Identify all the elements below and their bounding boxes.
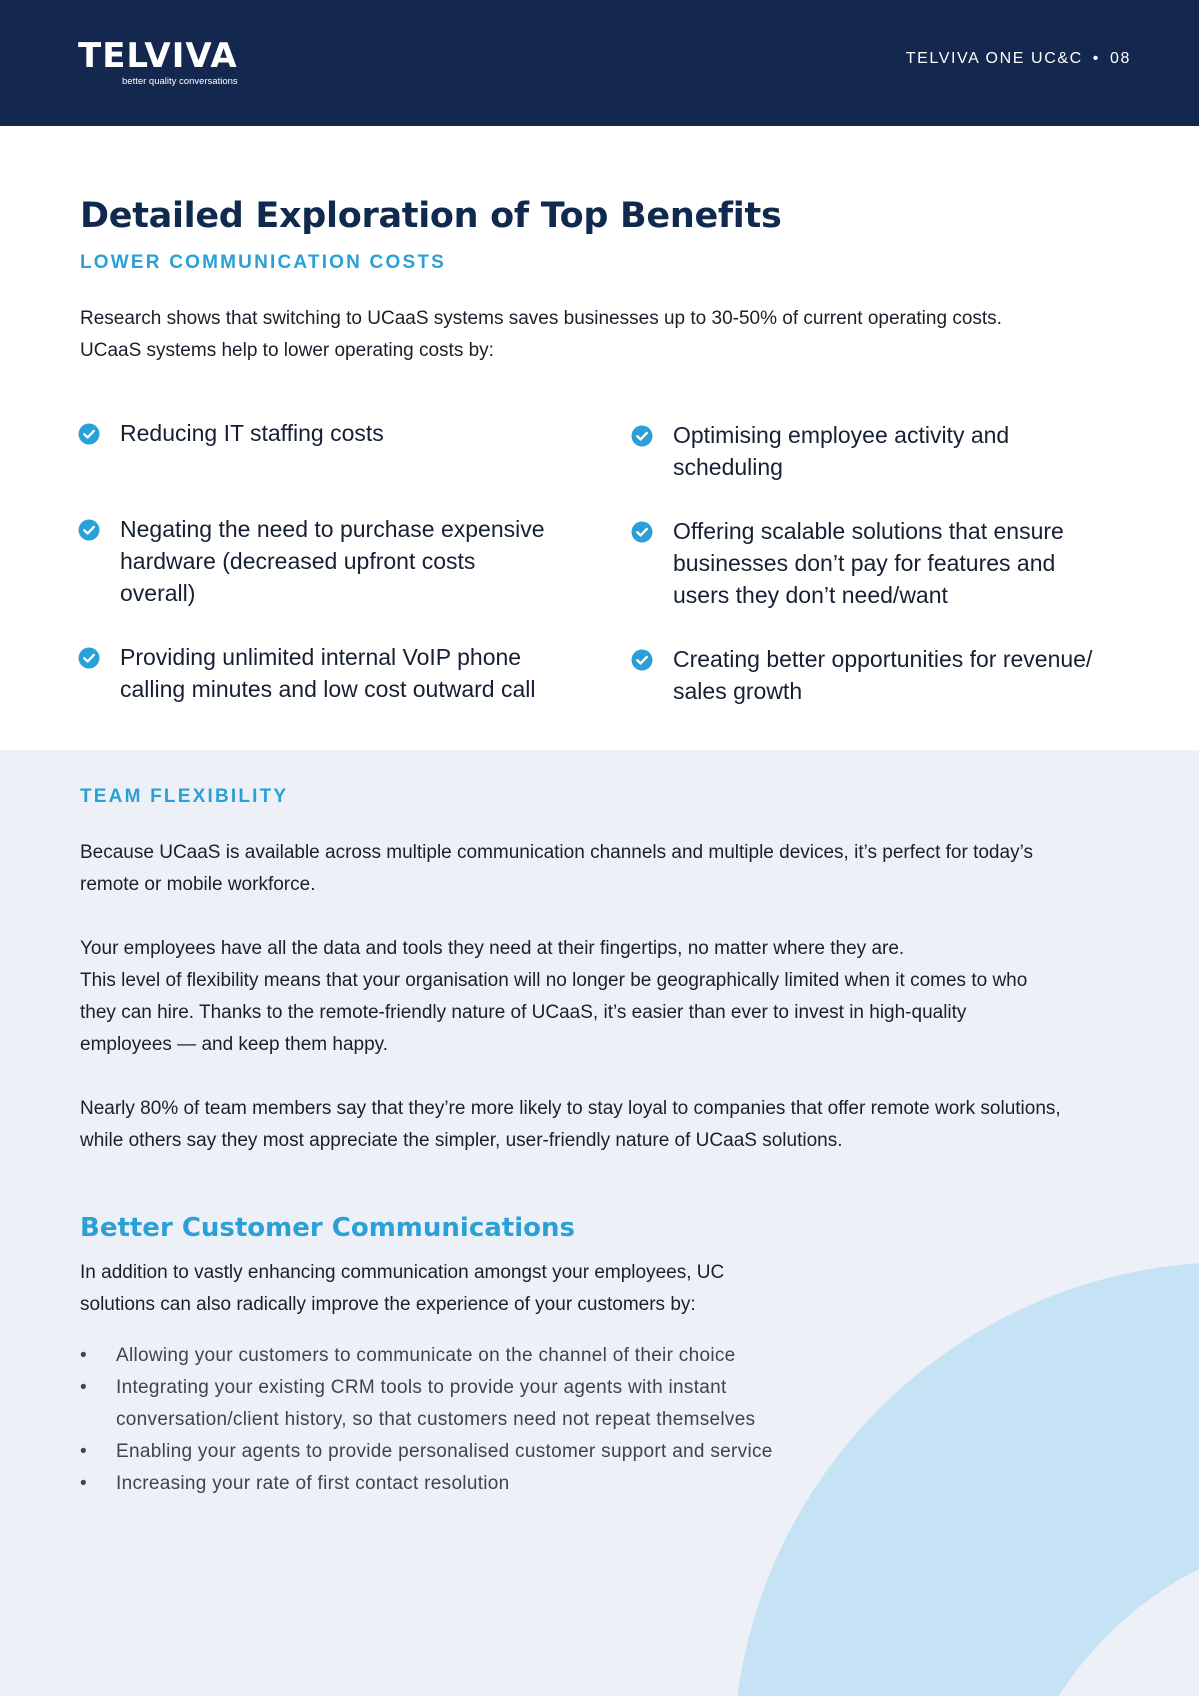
header-meta <box>906 50 1131 68</box>
paragraph <box>80 1093 1130 1157</box>
logo-tagline: better quality conversations <box>122 76 238 87</box>
bullet: • <box>80 1377 87 1398</box>
customer-benefits-list <box>80 1340 840 1500</box>
page-header <box>0 0 1199 126</box>
bullet: • <box>80 1345 87 1366</box>
text-line: remote or mobile workforce. <box>80 874 316 895</box>
paragraph <box>80 1257 1130 1321</box>
text-line: employees — and keep them happy. <box>80 1034 389 1055</box>
section-lower-costs <box>80 196 1130 367</box>
text-line: while others say they most appreciate the simpler, user-friendly nature of UCaaS solutions. <box>80 1130 843 1151</box>
check-circle-icon <box>78 519 100 541</box>
benefits-grid <box>78 417 1138 717</box>
lower-section <box>0 750 1199 1696</box>
document-label: TELVIVA ONE UC&C <box>905 50 1083 67</box>
section-kicker: LOWER COMMUNICATION COSTS <box>80 252 447 273</box>
list-item <box>80 1372 840 1436</box>
text-line: Nearly 80% of team members say that they’re more likely to stay loyal to companies that offer remote work solutions, <box>80 1098 1061 1119</box>
text-line: This level of flexibility means that your organisation will no longer be geographically limited when it comes to who <box>80 970 1028 991</box>
text-line: Research shows that switching to UCaaS systems saves businesses up to 30-50% of current operating costs. <box>80 308 1002 329</box>
text-line: conversation/client history, so that customers need not repeat themselves <box>116 1409 756 1430</box>
section-kicker-team-flexibility: TEAM FLEXIBILITY <box>80 786 289 807</box>
text-line: Providing unlimited internal VoIP phone <box>120 644 522 670</box>
text-line: sales growth <box>673 678 803 704</box>
text-line: users they don’t need/want <box>673 582 948 608</box>
check-circle-icon <box>631 649 653 671</box>
text-line: Offering scalable solutions that ensure <box>673 518 1064 544</box>
list-item <box>80 1340 840 1372</box>
lower-content <box>80 786 1130 1500</box>
paragraph <box>80 933 1130 1061</box>
text-line: calling minutes and low cost outward call <box>120 676 536 702</box>
text-line: Creating better opportunities for revenue/ <box>673 646 1093 672</box>
logo-wordmark: TELVIVA <box>78 36 238 76</box>
text-line: Enabling your agents to provide personalised customer support and service <box>116 1441 773 1462</box>
text-line: Increasing your rate of first contact resolution <box>116 1473 510 1494</box>
separator-dot: • <box>1092 50 1100 67</box>
text-line: solutions can also radically improve the experience of your customers by: <box>80 1294 696 1315</box>
benefit-text <box>673 419 1113 483</box>
paragraph <box>80 837 1130 901</box>
bullet: • <box>80 1441 87 1462</box>
text-line: they can hire. Thanks to the remote-friendly nature of UCaaS, it’s easier than ever to invest in high-quality <box>80 1002 967 1023</box>
telviva-logo <box>78 28 248 90</box>
benefit-text <box>120 417 560 449</box>
text-line: Because UCaaS is available across multiple communication channels and multiple devices, it’s perfect for today’s <box>80 842 1033 863</box>
page-title: Detailed Exploration of Top Benefits <box>80 196 782 236</box>
bullet: • <box>80 1473 87 1494</box>
text-line: Integrating your existing CRM tools to provide your agents with instant <box>116 1377 727 1398</box>
text-line: scheduling <box>673 454 783 480</box>
intro-paragraph <box>80 303 1130 367</box>
text-line: Reducing IT staffing costs <box>120 420 384 446</box>
check-circle-icon <box>78 647 100 669</box>
section-heading-customer-communications: Better Customer Communications <box>80 1213 575 1243</box>
text-line: In addition to vastly enhancing communication amongst your employees, UC <box>80 1262 725 1283</box>
benefit-text <box>120 641 560 705</box>
page-number: 08 <box>1110 50 1131 67</box>
check-circle-icon <box>631 521 653 543</box>
text-line: hardware (decreased upfront costs <box>120 548 476 574</box>
benefit-text <box>673 643 1113 707</box>
text-line: Your employees have all the data and tools they need at their fingertips, no matter where they are. <box>80 938 905 959</box>
benefit-text <box>673 515 1113 611</box>
check-circle-icon <box>631 425 653 447</box>
text-line: Optimising employee activity and <box>673 422 1010 448</box>
text-line: Allowing your customers to communicate on the channel of their choice <box>116 1345 736 1366</box>
check-circle-icon <box>78 423 100 445</box>
text-line: businesses don’t pay for features and <box>673 550 1056 576</box>
benefit-text <box>120 513 560 609</box>
text-line: Negating the need to purchase expensive <box>120 516 545 542</box>
list-item <box>80 1436 840 1468</box>
text-line: UCaaS systems help to lower operating costs by: <box>80 340 494 361</box>
text-line: overall) <box>120 580 196 606</box>
list-item <box>80 1468 840 1500</box>
